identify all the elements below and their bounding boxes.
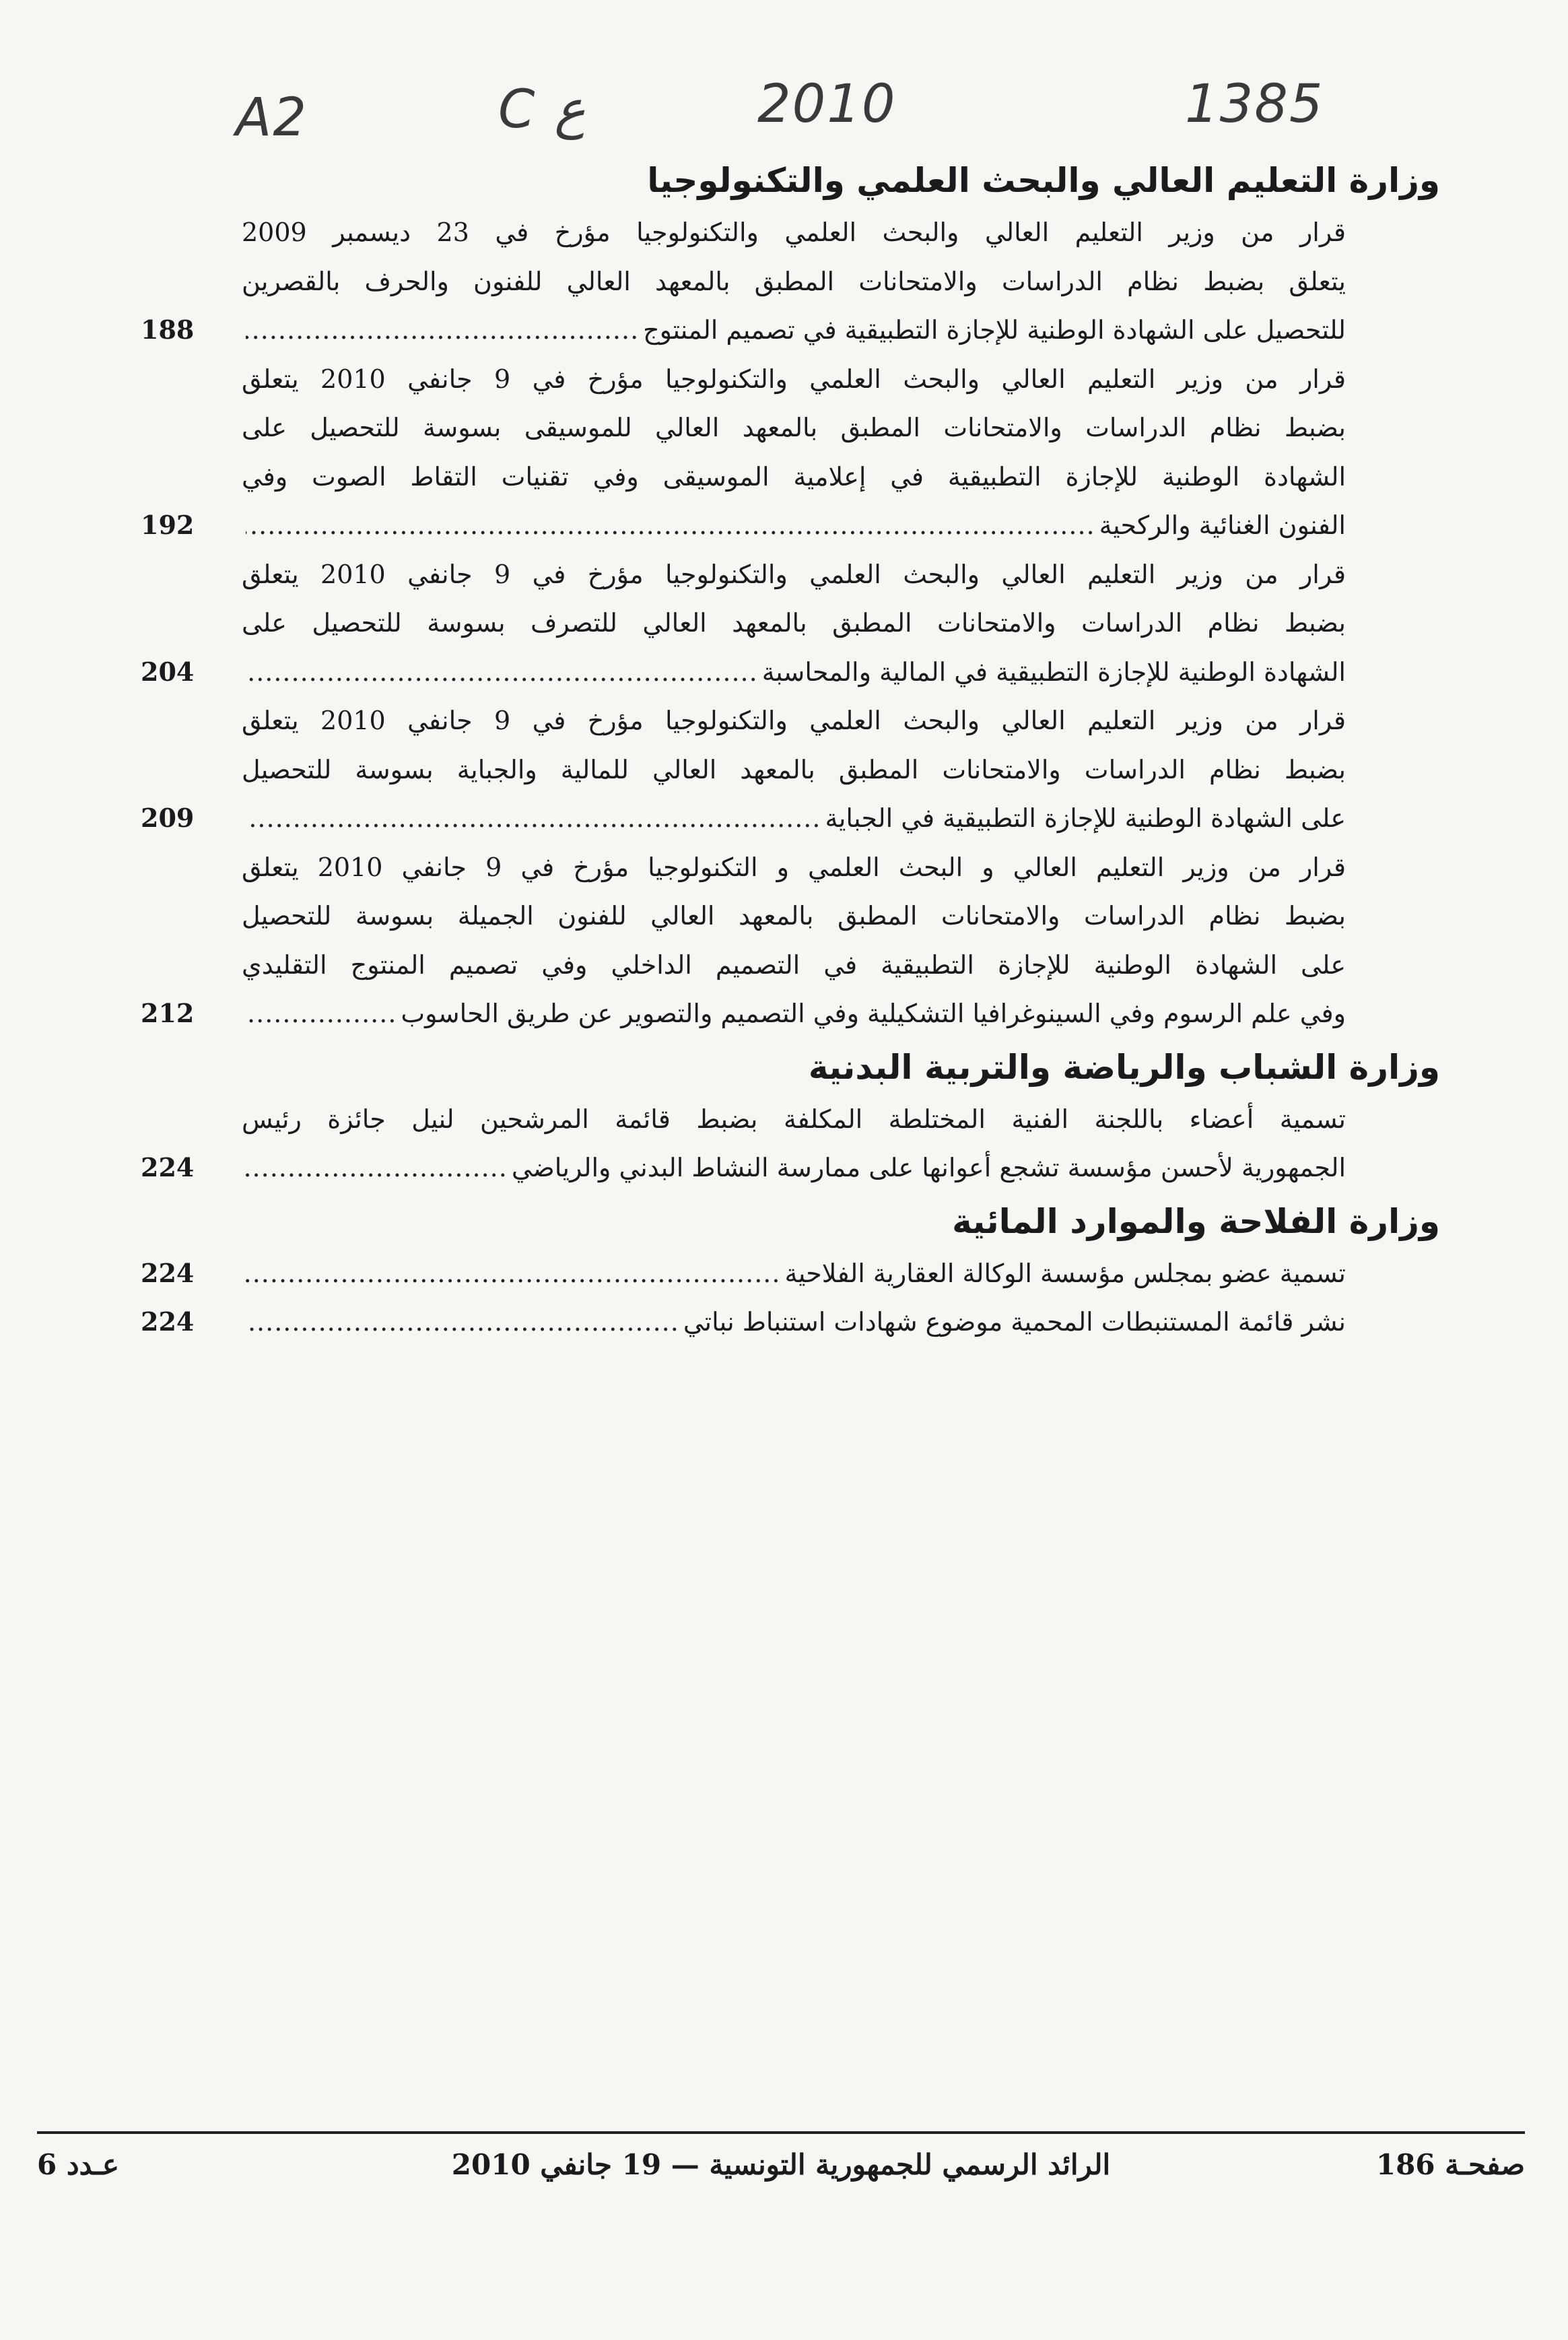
- toc-entry-line: [141, 501, 1346, 550]
- dot-leader: [246, 794, 821, 843]
- footer-divider: [37, 2131, 1525, 2134]
- dot-leader: [246, 1298, 679, 1347]
- toc-entry: [141, 843, 1346, 1038]
- footer-page-number: صفحـة 186: [1375, 2148, 1525, 2181]
- handwritten-mark-year: 2010: [757, 74, 897, 135]
- toc-entry-text: الجمهورية لأحسن مؤسسة تشجع أعوانها على ممارسة النشاط البدني والرياضي: [511, 1153, 1346, 1182]
- toc-entry-text: على الشهادة الوطنية للإجازة التطبيقية في التصميم الداخلي وفي تصميم المنتوج التقليدي: [242, 949, 1346, 980]
- toc-page-number: 224: [141, 1152, 195, 1182]
- toc-entry-text: الشهادة الوطنية للإجازة التطبيقية في المالية والمحاسبة: [761, 657, 1346, 687]
- toc-entry-line: [242, 941, 1346, 990]
- toc-entry-line: [242, 355, 1346, 404]
- toc-entry: [141, 696, 1346, 843]
- toc-entry-line: [242, 1095, 1346, 1144]
- toc-entry-text: بضبط نظام الدراسات والامتحانات المطبق بالمعهد العالي للمالية والجباية بسوسة للتحصيل: [242, 754, 1346, 784]
- dot-leader: [246, 1143, 508, 1193]
- toc-entry-line: [242, 208, 1346, 257]
- dot-leader: [246, 306, 639, 355]
- toc-page-number: 204: [141, 656, 195, 687]
- toc-entry-text: قرار من وزير التعليم العالي والبحث العلمي والتكنولوجيا مؤرخ في 9 جانفي 2010 يتعلق: [242, 364, 1346, 394]
- toc-entry: [141, 1095, 1346, 1193]
- toc-entry: [141, 355, 1346, 550]
- toc-entry-line: [141, 794, 1346, 843]
- toc-entry: [141, 1249, 1346, 1298]
- toc-entry-text: بضبط نظام الدراسات والامتحانات المطبق بالمعهد العالي للتصرف بسوسة للتحصيل على: [242, 608, 1346, 638]
- toc-entry-line: [141, 989, 1346, 1038]
- toc-entry-text: للتحصيل على الشهادة الوطنية للإجازة التطبيقية في تصميم المنتوج: [643, 315, 1346, 345]
- table-of-contents: [141, 152, 1440, 1347]
- toc-entry: [141, 550, 1346, 697]
- toc-entry: [141, 1298, 1346, 1347]
- dot-leader: [246, 989, 397, 1038]
- toc-entry-line: [242, 892, 1346, 941]
- toc-page-number: 212: [141, 998, 195, 1028]
- page-footer: [37, 2148, 1525, 2202]
- toc-entry-text: يتعلق بضبط نظام الدراسات والامتحانات المطبق بالمعهد العالي للفنون والحرف بالقصرين: [242, 266, 1346, 296]
- toc-page-number: 192: [141, 510, 195, 540]
- ministry-heading: وزارة الفلاحة والموارد المائية: [952, 1201, 1440, 1241]
- toc-entry-line: [242, 599, 1346, 648]
- toc-entry-text: نشر قائمة المستنبطات المحمية موضوع شهادات استنباط نباتي: [683, 1307, 1346, 1337]
- toc-entry-line: [141, 306, 1346, 355]
- toc-entry-line: [242, 453, 1346, 502]
- dot-leader: [246, 1249, 780, 1298]
- toc-entry-text: قرار من وزير التعليم العالي والبحث العلمي والتكنولوجيا مؤرخ في 9 جانفي 2010 يتعلق: [242, 706, 1346, 735]
- toc-entry-text: بضبط نظام الدراسات والامتحانات المطبق بالمعهد العالي للموسيقى بسوسة للتحصيل على: [242, 413, 1346, 442]
- ministry-heading: وزارة الشباب والرياضة والتربية البدنية: [808, 1047, 1440, 1087]
- toc-entry-line: [242, 745, 1346, 795]
- dot-leader: [246, 648, 758, 697]
- toc-entry-text: تسمية أعضاء باللجنة الفنية المختلطة المكلفة بضبط قائمة المرشحين لنيل جائزة رئيس: [242, 1104, 1346, 1134]
- toc-entry-text: على الشهادة الوطنية للإجازة التطبيقية في الجباية: [825, 803, 1346, 833]
- toc-entry-line: [141, 1249, 1346, 1298]
- toc-entry-line: [141, 1298, 1346, 1347]
- toc-entry-line: [242, 403, 1346, 453]
- toc-entry-text: الفنون الغنائية والركحية: [1099, 510, 1346, 540]
- ministry-heading: وزارة التعليم العالي والبحث العلمي والتكنولوجيا: [647, 161, 1440, 200]
- footer-gazette-title: الرائد الرسمي للجمهورية التونسية — 19 جانفي 2010: [451, 2148, 1111, 2181]
- toc-entry-text: قرار من وزير التعليم العالي والبحث العلمي والتكنولوجيا مؤرخ في 9 جانفي 2010 يتعلق: [242, 559, 1346, 589]
- toc-entry-line: [242, 843, 1346, 892]
- toc-page-number: 188: [141, 314, 195, 345]
- toc-page-number: 224: [141, 1306, 195, 1337]
- footer-issue-number: عـدد 6: [37, 2148, 119, 2181]
- toc-entry-text: قرار من وزير التعليم العالي و البحث العلمي و التكنولوجيا مؤرخ في 9 جانفي 2010 يتعلق: [242, 852, 1346, 882]
- toc-entry-text: وفي علم الرسوم وفي السينوغرافيا التشكيلية وفي التصميم والتصوير عن طريق الحاسوب: [401, 999, 1346, 1028]
- toc-entry-line: [242, 696, 1346, 745]
- handwritten-mark-a2: A2: [236, 88, 308, 148]
- toc-entry-text: الشهادة الوطنية للإجازة التطبيقية في إعلامية الموسيقى وفي تقنيات التقاط الصوت وفي: [242, 461, 1346, 492]
- toc-entry-line: [141, 648, 1346, 697]
- handwritten-mark-number: 1385: [1185, 74, 1324, 135]
- toc-entry-text: بضبط نظام الدراسات والامتحانات المطبق بالمعهد العالي للفنون الجميلة بسوسة للتحصيل: [242, 901, 1346, 931]
- toc-entry-line: [242, 550, 1346, 599]
- toc-entry-text: تسمية عضو بمجلس مؤسسة الوكالة العقارية الفلاحية: [784, 1258, 1346, 1288]
- dot-leader: [246, 501, 1095, 550]
- toc-entry: [141, 208, 1346, 355]
- toc-page-number: 224: [141, 1257, 195, 1288]
- toc-entry-line: [242, 257, 1346, 306]
- toc-entry-text: قرار من وزير التعليم العالي والبحث العلمي والتكنولوجيا مؤرخ في 23 ديسمبر 2009: [242, 218, 1346, 247]
- handwritten-annotations: [0, 67, 1568, 155]
- handwritten-mark-ce: C ع: [498, 79, 586, 140]
- toc-entry-line: [141, 1143, 1346, 1193]
- toc-page-number: 209: [141, 803, 195, 833]
